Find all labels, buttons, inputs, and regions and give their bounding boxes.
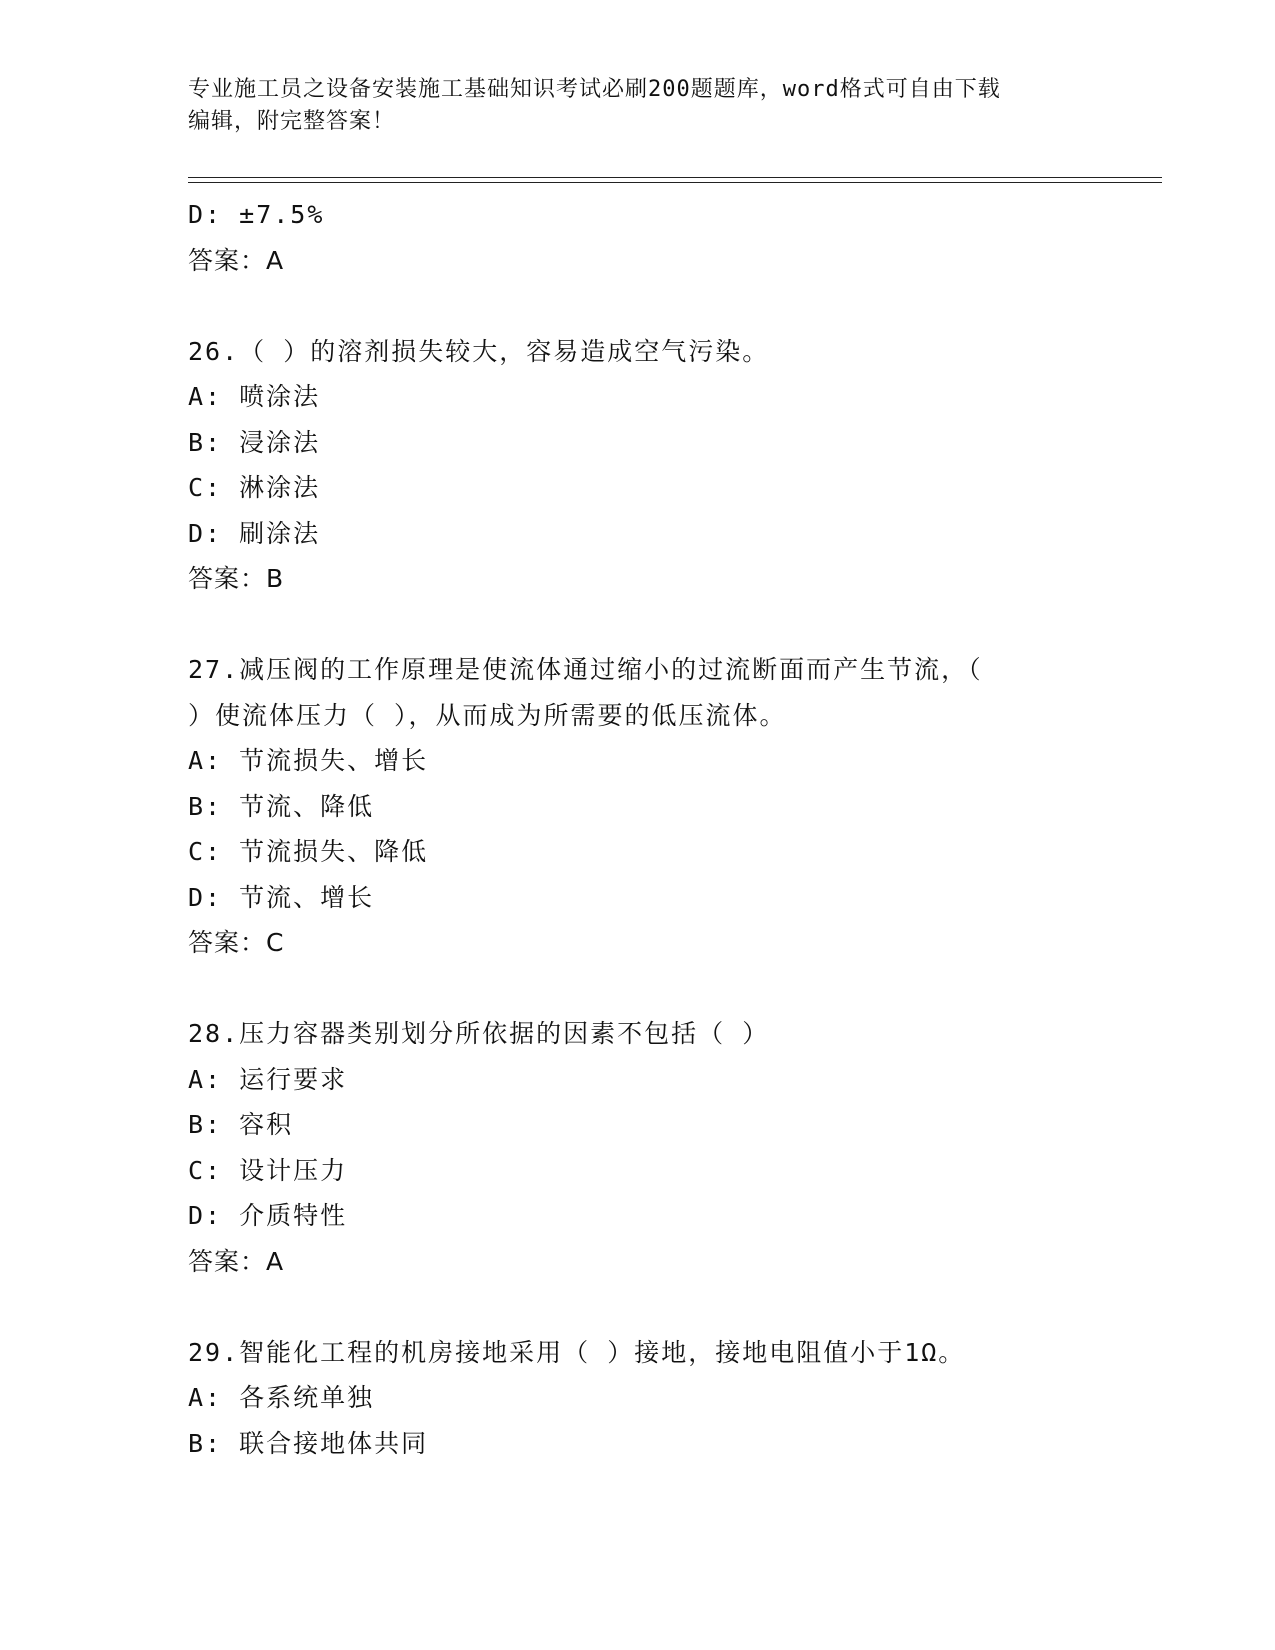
header-rule-bottom	[188, 182, 1162, 183]
option-a: A: 运行要求	[188, 1064, 348, 1094]
question-stem-line-1: 27.减压阀的工作原理是使流体通过缩小的过流断面而产生节流，（	[188, 655, 983, 684]
question-stem: 26.（ ）的溶剂损失较大，容易造成空气污染。	[188, 336, 770, 366]
question-26	[188, 329, 1088, 602]
question-29	[188, 1330, 1088, 1467]
option-a: A: 喷涂法	[188, 382, 321, 411]
answer-line: 答案：B	[188, 564, 285, 593]
spacer	[188, 1284, 1088, 1330]
question-28	[188, 1011, 1088, 1284]
header-title-line-2: 编辑，附完整答案！	[188, 109, 396, 134]
option-a: A: 各系统单独	[188, 1383, 375, 1412]
option-d: D: 节流、增长	[188, 882, 375, 912]
question-stem: 29.智能化工程的机房接地采用（ ）接地，接地电阻值小于1Ω。	[188, 1337, 966, 1367]
option-c: C: 节流损失、降低	[188, 837, 429, 866]
option-b: B: 浸涂法	[188, 427, 321, 457]
spacer	[188, 966, 1088, 1012]
option-b: B: 节流、降低	[188, 791, 375, 821]
option-b: B: 联合接地体共同	[188, 1428, 429, 1458]
question-stem: 28.压力容器类别划分所依据的因素不包括（ ）	[188, 1019, 770, 1048]
spacer	[188, 283, 1088, 329]
question-list	[188, 192, 1088, 1466]
question-stem-line-2: ）使流体压力（ ），从而成为所需要的低压流体。	[188, 700, 787, 730]
answer-line: 答案：C	[188, 928, 285, 957]
option-c: C: 设计压力	[188, 1155, 348, 1185]
header-title-line-1: 专业施工员之设备安装施工基础知识考试必刷200题题库，word格式可自由下载	[188, 77, 1001, 102]
question-25-tail	[188, 192, 1088, 283]
document-header	[188, 74, 1088, 138]
option-d: D: 介质特性	[188, 1201, 348, 1230]
option-c: C: 淋涂法	[188, 473, 321, 502]
header-rule-top	[188, 177, 1162, 178]
answer-line: 答案：A	[188, 1246, 285, 1276]
option-d: D: ±7.5%	[188, 200, 325, 229]
spacer	[188, 602, 1088, 648]
answer-line: 答案：A	[188, 245, 285, 275]
option-b: B: 容积	[188, 1110, 294, 1139]
option-a: A: 节流损失、增长	[188, 746, 429, 775]
question-27	[188, 647, 1088, 966]
option-d: D: 刷涂法	[188, 518, 321, 548]
